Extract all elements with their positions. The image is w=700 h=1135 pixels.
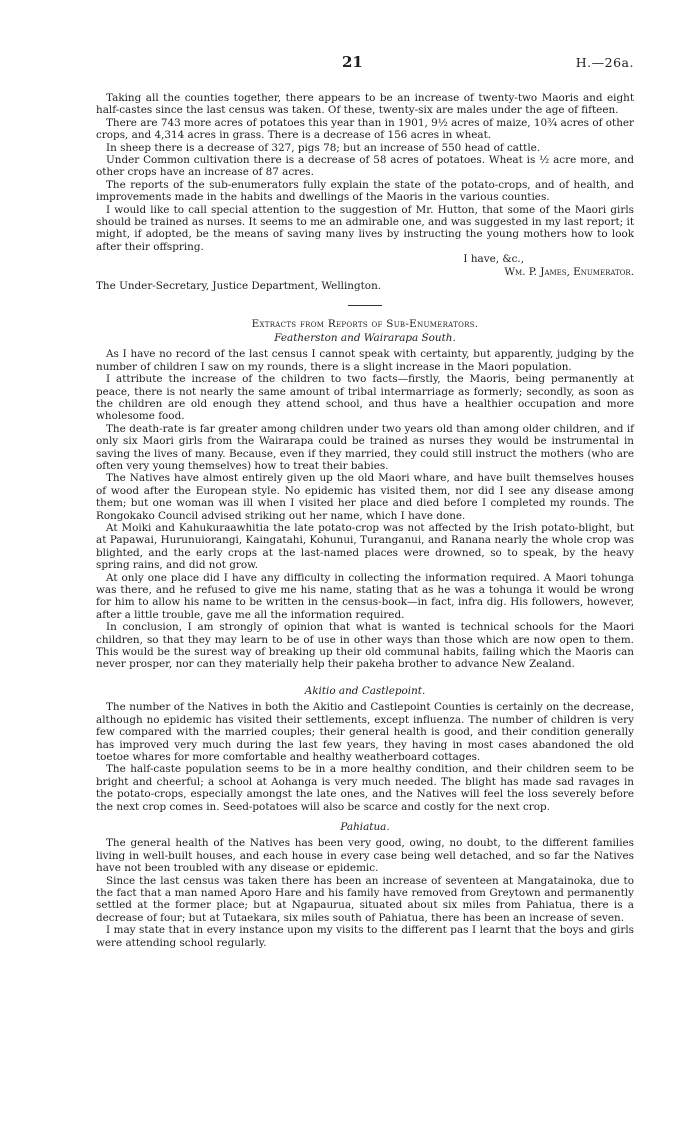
paragraph: In sheep there is a decrease of 327, pigs 78; but an increase of 550 head of cattle. xyxy=(106,141,541,154)
paragraph: The Natives have almost entirely given up the old Maori whare, and have built themselves houses of wood after the European style. No epidemic has visited them, nor did I see any disease among them; but one woman was ill when I visited her place and died before I completed my rounds. The Rongokako Council advised striking out her name, which I have done. xyxy=(96,472,634,522)
paragraph: Since the last census was taken there has been an increase of seventeen at Mangatainoka, due to the fact that a man named Aporo Hare and his family have removed from Greytown and permanently settled at the former place; but at Ngapaurua, situated about six miles from Pahiatua, there is a decrease of four; but at Tutaekara, six miles south of Pahiatua, there has been an increase of seven. xyxy=(96,874,634,924)
extracts-title: Extracts from Reports of Sub-Enumerators. xyxy=(251,317,479,330)
section-divider xyxy=(348,305,382,306)
paragraph: The number of the Natives in both the Akitio and Castlepoint Counties is certainly on the decrease, although no epidemic has visited their settlements, except influenza. The number of children is very few compared with the married couples; their general health is good, and their condition generally has improved very much during the last few years, they having in most cases abandoned the old toetoe whares for more comfortable and healthy weatherboard cottages. xyxy=(96,701,634,763)
page-body xyxy=(96,92,634,949)
paragraph: At Moiki and Kahukuraawhitia the late potato-crop was not affected by the Irish potato-blight, but at Papawai, Hurunuiorangi, Kaingatahi, Kohunui, Turanganui, and Ranana nearly the whole crop was blighted, and the early crops at the last-named places were drowned, so to speak, by the heavy spring rains, and did not grow. xyxy=(96,522,634,572)
district-heading: Akitio and Castlepoint. xyxy=(304,684,426,697)
paragraph: I would like to call special attention to the suggestion of Mr. Hutton, that some of the Maori girls should be trained as nurses. It seems to me an admirable one, and was suggested in my last report; it might, if adopted, be the means of saving many lives by instructing the young mothers how to look after their offspring. xyxy=(96,203,634,253)
page-number: 21 xyxy=(342,53,363,71)
paragraph: I attribute the increase of the children to two facts—firstly, the Maoris, being permanently at peace, there is not nearly the same amount of tribal intermarriage as formerly; secondly, as soon as the children are old enough they attend school, and thus have a healthier occupation and more wholesome food. xyxy=(96,373,634,423)
district-heading: Pahiatua. xyxy=(340,820,390,833)
paragraph: The general health of the Natives has been very good, owing, no doubt, to the different families living in well-built houses, and each house in every case being well detached, and so far the Natives have not been troubled with any disease or epidemic. xyxy=(96,837,634,875)
paragraph: I may state that in every instance upon my visits to the different pas I learnt that the boys and girls were attending school regularly. xyxy=(96,924,634,949)
paragraph: As I have no record of the last census I cannot speak with certainty, but apparently, judging by the number of children I saw on my rounds, there is a slight increase in the Maori population. xyxy=(96,348,634,373)
paragraph: There are 743 more acres of potatoes this year than in 1901, 9½ acres of maize, 10¾ acres of other crops, and 4,314 acres in grass. There is a decrease of 156 acres in wheat. xyxy=(96,116,634,142)
paragraph: The reports of the sub-enumerators fully explain the state of the potato-crops, and of health, and improvements made in the habits and dwellings of the Maoris in the various counties. xyxy=(96,178,634,204)
spacer xyxy=(96,671,634,685)
paragraph: Taking all the counties together, there appears to be an increase of twenty-two Maoris and eight half-castes since the last census was taken. Of these, twenty-six are males under the age of fifteen. xyxy=(96,92,634,117)
spacer xyxy=(96,813,634,821)
paragraph: The death-rate is far greater among children under two years old than among older children, and if only six Maori girls from the Wairarapa could be trained as nurses they would be instrumental in saving the lives of many. Because, even if they married, they could still instruct the mothers (who are often very young themselves) how to treat their babies. xyxy=(96,422,634,472)
paragraph: In conclusion, I am strongly of opinion that what is wanted is technical schools for the Maori children, so that they may learn to be of use in other ways than those which are now open to them. This would be the surest way of breaking up their old communal habits, failing which the Maoris can never prosper, nor can they materially help their pakeha brother to advance New Zealand. xyxy=(96,621,634,671)
page-header xyxy=(96,53,634,76)
district-heading: Featherston and Wairarapa South. xyxy=(274,331,456,344)
letter-closing: I have, &c., xyxy=(463,253,524,266)
document-reference: H.—26a. xyxy=(575,55,634,70)
letter-addressee: The Under-Secretary, Justice Department, Wellington. xyxy=(96,280,382,293)
paragraph: At only one place did I have any difficulty in collecting the information required. A Maori tohunga was there, and he refused to give me his name, stating that as he was a tohunga it would be wrong for him to allow his name to be written in the census-book—in fact, infra dig. His followers, however, after a little trouble, gave me all the information required. xyxy=(96,571,634,621)
paragraph: Under Common cultivation there is a decrease of 58 acres of potatoes. Wheat is ½ acre more, and other crops have an increase of 87 acres. xyxy=(96,154,634,179)
paragraph: The half-caste population seems to be in a more healthy condition, and their children seem to be bright and cheerful; a school at Aohanga is very much needed. The blight has made sad ravages in the potato-crops, especially amongst the late ones, and the Natives will feel the loss severely before the next crop comes in. Seed-potatoes will also be scarce and costly for the next crop. xyxy=(96,763,634,813)
enumerator-signature: Wm. P. James, Enumerator. xyxy=(504,265,634,278)
